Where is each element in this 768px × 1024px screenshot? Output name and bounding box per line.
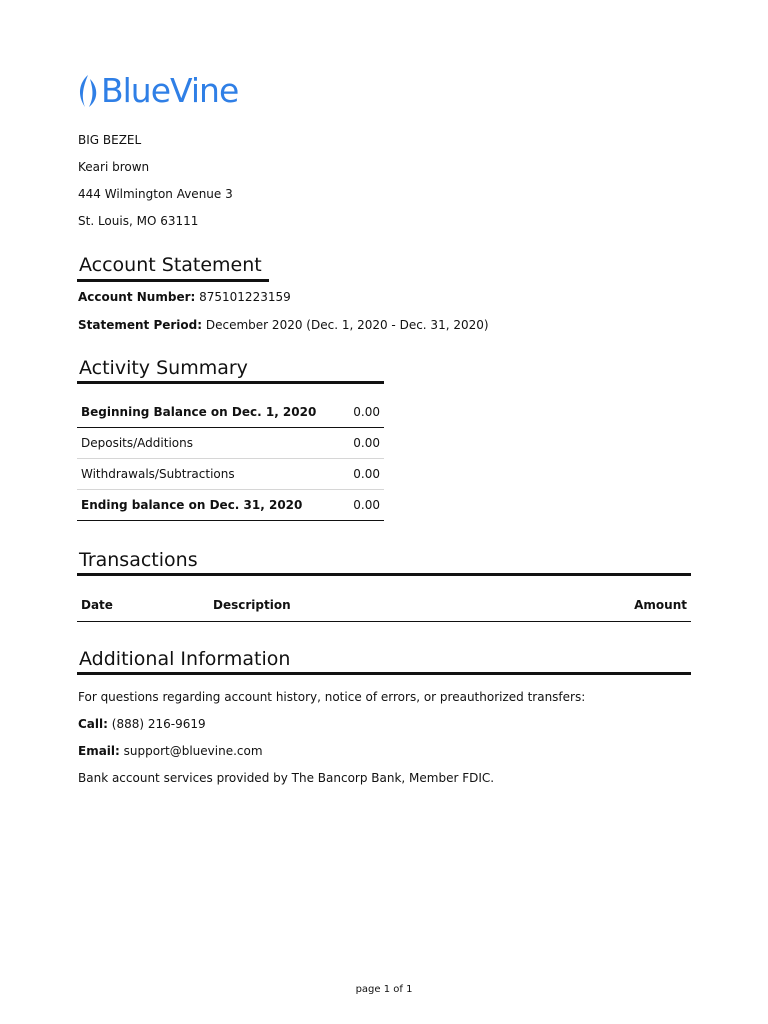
summary-value: 0.00 [346,459,384,490]
table-row [77,459,384,490]
amount-column-header: Amount [634,598,687,612]
summary-label: Ending balance on Dec. 31, 2020 [77,490,346,521]
street-address: 444 Wilmington Avenue 3 [78,187,233,201]
page-number: page 1 of 1 [355,984,413,995]
account-statement-rule [77,279,269,282]
statement-period-line [78,316,489,334]
description-column-header: Description [213,598,291,612]
brand-name: BlueVine [101,71,239,110]
summary-value: 0.00 [346,490,384,521]
statement-period-label: Statement Period: [78,318,203,332]
date-column-header: Date [81,598,113,612]
summary-label: Withdrawals/Subtractions [77,459,346,490]
summary-value: 0.00 [346,428,384,459]
info-intro: For questions regarding account history, notice of errors, or preauthorized transfers: [78,690,586,704]
transactions-header [77,590,691,622]
address-block [78,130,233,238]
transactions-title: Transactions [79,549,198,571]
phone-number: (888) 216-9619 [111,717,206,731]
company-name: BIG BEZEL [78,133,142,147]
customer-name: Keari brown [78,160,150,174]
activity-summary-title: Activity Summary [79,357,248,379]
additional-info-rule [77,672,691,675]
activity-summary-table [77,397,384,521]
email-address: support@bluevine.com [123,744,263,758]
summary-value: 0.00 [346,397,384,428]
call-label: Call: [78,717,108,731]
table-row [77,428,384,459]
account-number-value: 875101223159 [199,290,291,304]
additional-info-title: Additional Information [79,648,291,670]
account-number-line [78,288,291,306]
transactions-rule [77,573,691,576]
email-label: Email: [78,744,120,758]
bluevine-logo [77,68,238,114]
email-line [78,742,263,760]
activity-summary-rule [77,381,384,384]
city-state-zip: St. Louis, MO 63111 [78,214,199,228]
account-number-label: Account Number: [78,290,196,304]
summary-label: Deposits/Additions [77,428,346,459]
table-row [77,397,384,428]
summary-label: Beginning Balance on Dec. 1, 2020 [77,397,346,428]
leaf-icon [77,73,99,109]
bank-note: Bank account services provided by The Bancorp Bank, Member FDIC. [78,771,495,785]
account-statement-title: Account Statement [79,254,262,276]
call-line [78,715,206,733]
table-row [77,490,384,521]
statement-period-value: December 2020 (Dec. 1, 2020 - Dec. 31, 2020) [205,318,489,332]
